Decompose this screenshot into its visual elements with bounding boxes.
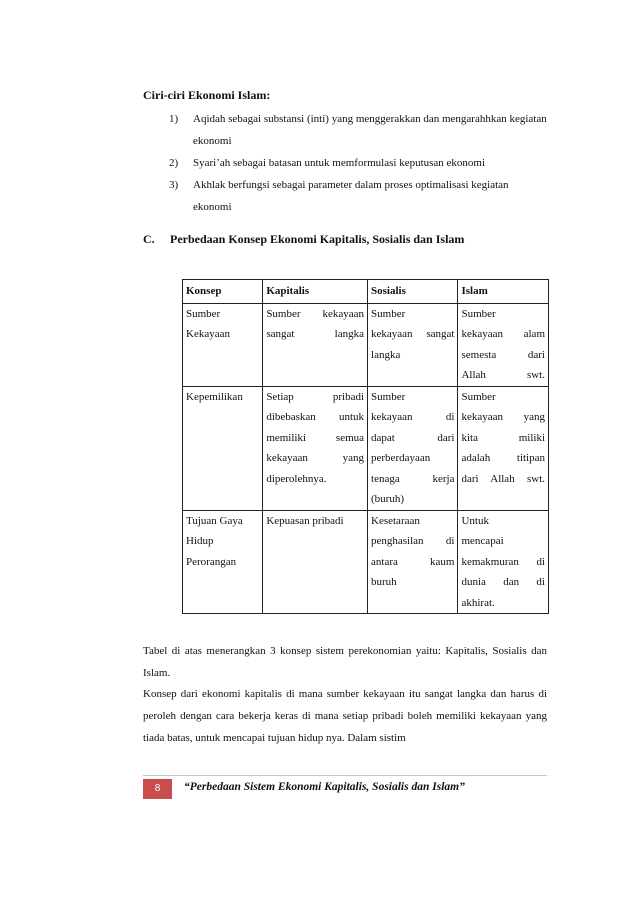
- cell-line: mencapai: [461, 535, 504, 547]
- cell-islam: [458, 510, 549, 614]
- cell-islam: [458, 303, 549, 386]
- ciri-list: [169, 108, 549, 218]
- cell-line: langka: [371, 348, 401, 361]
- cell-line: kekayaan alam: [461, 328, 545, 340]
- cell-line: kemakmuran di: [461, 555, 545, 568]
- list-text: Syari’ah sebagai batasan untuk memformulasi keputusan ekonomi: [193, 157, 486, 169]
- cell-line: Tujuan Gaya: [186, 514, 243, 527]
- footer-divider: [143, 775, 547, 776]
- cell-line: dibebaskan untuk: [266, 411, 365, 423]
- column-header-kapitalis: Kapitalis: [263, 280, 368, 304]
- ciri-heading: Ciri-ciri Ekonomi Islam:: [143, 88, 271, 102]
- list-item: [169, 174, 549, 218]
- cell-line: dari Allah swt.: [461, 472, 545, 485]
- cell-line: antara kaum: [371, 555, 455, 568]
- cell-kapitalis: [263, 510, 368, 614]
- cell-line: Allah swt.: [461, 369, 545, 381]
- table-header-row: [183, 280, 549, 304]
- cell-islam: [458, 386, 549, 510]
- list-number: 2): [169, 157, 179, 169]
- list-item: [169, 108, 549, 152]
- cell-line: dunia dan di: [461, 576, 545, 588]
- table-row: [183, 386, 549, 510]
- cell-line: penghasilan di: [371, 535, 455, 547]
- page-number-badge: 8: [143, 779, 172, 799]
- cell-line: (buruh): [371, 493, 405, 505]
- list-text: Aqidah sebagai substansi (inti) yang menggerakkan dan mengarahhkan kegiatan ekonomi: [193, 113, 547, 147]
- cell-line: Sumber: [186, 307, 221, 320]
- cell-line: Sumber: [371, 307, 406, 320]
- list-item: [169, 152, 549, 174]
- cell-line: kekayaan sangat: [371, 328, 455, 340]
- cell-line: tenaga kerja: [371, 472, 455, 485]
- cell-kapitalis: [263, 386, 368, 510]
- cell-sosialis: [368, 303, 458, 386]
- column-header-sosialis: Sosialis: [368, 280, 458, 304]
- cell-line: semesta dari: [461, 348, 545, 361]
- table-row: [183, 510, 549, 614]
- cell-line: kekayaan yang: [461, 411, 545, 423]
- cell-konsep: [183, 510, 263, 614]
- cell-sosialis: [368, 386, 458, 510]
- cell-line: Kesetaraan: [371, 514, 420, 527]
- column-header-islam: Islam: [458, 280, 549, 304]
- cell-line: kita miliki: [461, 431, 545, 444]
- cell-line: Sumber kekayaan: [266, 307, 365, 320]
- cell-line: Sumber: [461, 307, 496, 320]
- cell-line: akhirat.: [461, 596, 495, 609]
- comparison-table: [182, 279, 549, 614]
- section-title: Perbedaan Konsep Ekonomi Kapitalis, Sosialis dan Islam: [170, 232, 465, 246]
- cell-line: dapat dari: [371, 431, 455, 444]
- cell-sosialis: [368, 510, 458, 614]
- body-paragraph: Tabel di atas menerangkan 3 konsep sistem perekonomian yaitu: Kapitalis, Sosialis dan Islam.: [143, 645, 547, 679]
- cell-line: Kepemilikan: [186, 390, 243, 403]
- body-paragraph: Konsep dari ekonomi kapitalis di mana sumber kekayaan itu sangat langka dan harus di peroleh dengan cara bekerja keras di mana setiap pribadi boleh memiliki kekayaan yang tiada batas, untuk mencapai tujuan hidup nya. Dalam sistim: [143, 688, 547, 744]
- cell-line: diperolehnya.: [266, 472, 327, 485]
- footer-title: “Perbedaan Sistem Ekonomi Kapitalis, Sosialis dan Islam”: [184, 781, 465, 793]
- section-heading: [143, 232, 563, 247]
- list-number: 3): [169, 179, 179, 191]
- cell-line: Sumber: [371, 390, 406, 403]
- list-text: Akhlak berfungsi sebagai parameter dalam proses optimalisasi kegiatan ekonomi: [193, 179, 509, 213]
- cell-line: Perorangan: [186, 555, 237, 568]
- cell-line: adalah titipan: [461, 452, 545, 464]
- table-row: [183, 303, 549, 386]
- cell-line: buruh: [371, 576, 397, 588]
- cell-line: sangat langka: [266, 328, 365, 340]
- cell-konsep: [183, 386, 263, 510]
- cell-line: kekayaan di: [371, 411, 455, 423]
- cell-kapitalis: [263, 303, 368, 386]
- cell-line: kekayaan yang: [266, 452, 365, 464]
- cell-line: Sumber: [461, 390, 496, 403]
- cell-line: Kepuasan pribadi: [266, 514, 344, 527]
- cell-konsep: [183, 303, 263, 386]
- cell-line: Setiap pribadi: [266, 390, 365, 403]
- column-header-konsep: Konsep: [183, 280, 263, 304]
- cell-line: memiliki semua: [266, 431, 365, 444]
- cell-line: Untuk: [461, 514, 489, 527]
- cell-line: Kekayaan: [186, 328, 230, 340]
- cell-line: perberdayaan: [371, 452, 431, 464]
- list-number: 1): [169, 113, 179, 125]
- section-number: C.: [143, 232, 155, 246]
- cell-line: Hidup: [186, 535, 214, 547]
